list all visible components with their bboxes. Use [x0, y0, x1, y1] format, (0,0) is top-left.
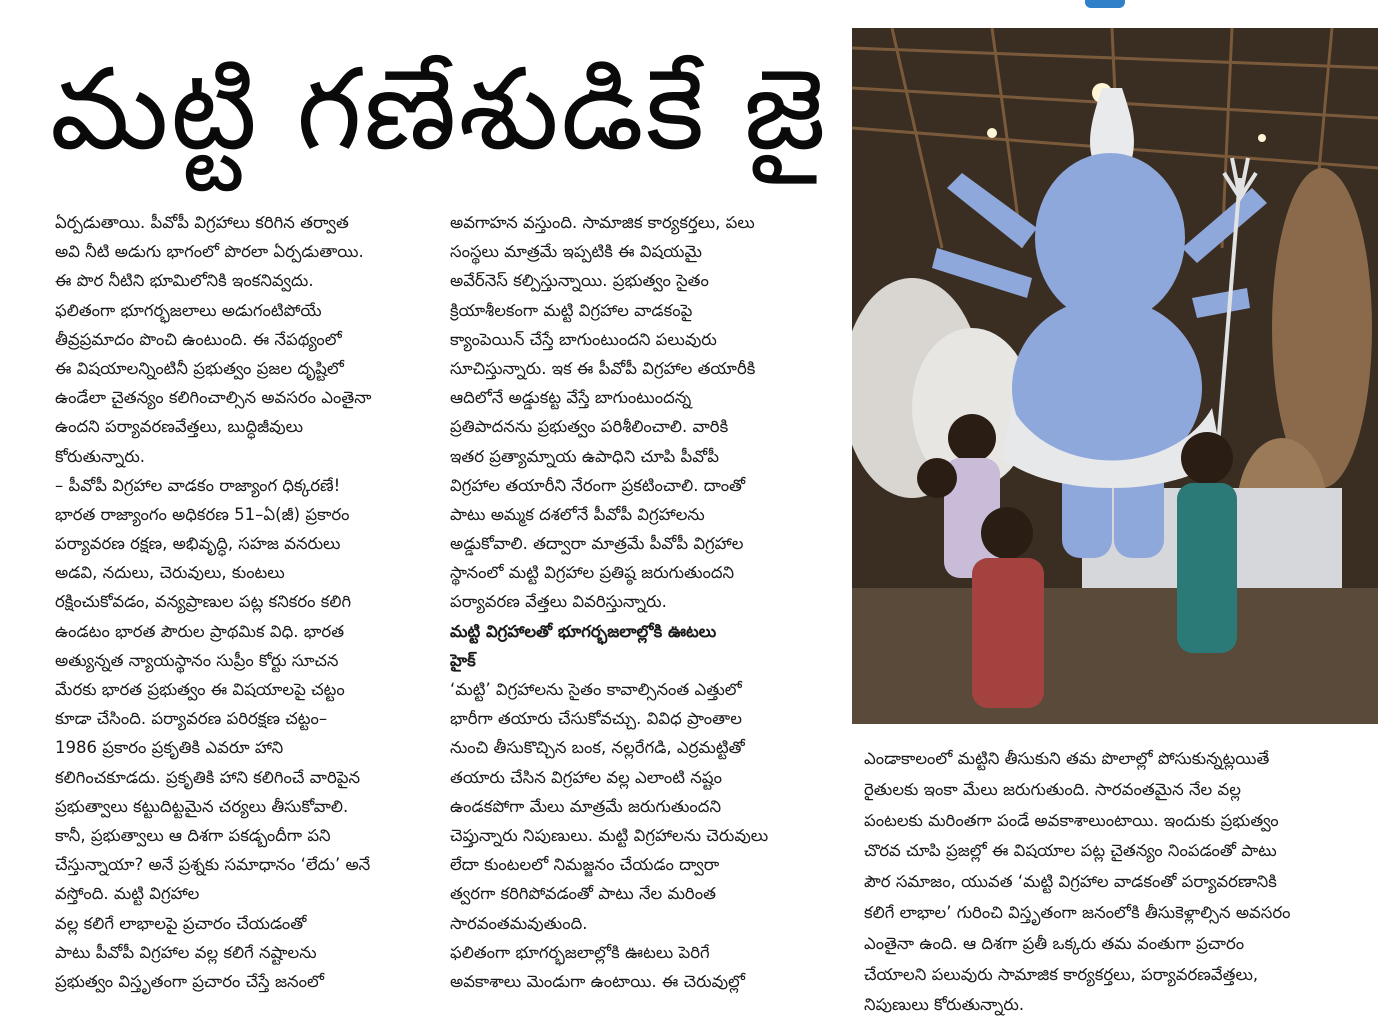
paragraph-line: లేదా కుంటలలో నిమజ్జనం చేయడం ద్వారా: [450, 855, 720, 875]
paragraph-line: ప్రభుత్వం విస్తృతంగా ప్రచారం చేస్తే జనంలో: [55, 971, 324, 991]
paragraph-line: సారవంతమవుతుంది.: [450, 913, 588, 933]
paragraph-line: భారీగా తయారు చేసుకోవచ్చు. వివిధ ప్రాంతాల: [450, 709, 742, 729]
paragraph-line: ఇతర ప్రత్యామ్నాయ ఉపాధిని చూపి పీవోపీ: [450, 446, 719, 466]
paragraph-line: రైతులకు ఇంకా మేలు జరుగుతుంది. సారవంతమైన నేల వల్ల: [864, 779, 1241, 799]
paragraph-line: కలిగే లాభాల’ గురించి విస్తృతంగా జనంలోకి తీసుకెళ్లాల్సిన అవసరం: [864, 902, 1291, 922]
paragraph-line: ఫలితంగా భూగర్భజలాలు అడుగంటిపోయే: [55, 300, 322, 320]
paragraph-line: ఉండకపోగా మేలు మాత్రమే జరుగుతుందని: [450, 796, 722, 816]
paragraph-line: కలిగించకూడదు. ప్రకృతికి హాని కలిగించే వారిపైన: [55, 767, 361, 787]
paragraph-line: ఫలితంగా భూగర్భజలాల్లోకి ఊటలు పెరిగే: [450, 942, 710, 962]
paragraph-line: కూడా చేసింది. పర్యావరణ పరిరక్షణ చట్టం–: [55, 709, 328, 729]
paragraph-line: చెప్తున్నారు నిపుణులు. మట్టి విగ్రహాలను చెరువులు: [450, 825, 769, 845]
paragraph-line: పౌర సమాజం, యువత ‘మట్టి విగ్రహాల వాడకంతో పర్యావరణానికి: [864, 872, 1277, 892]
paragraph-line: అవకాశాలు మెండుగా ఉంటాయి. ఈ చెరువుల్లో: [450, 971, 746, 991]
paragraph-line: పర్యావరణ వేత్తలు వివరిస్తున్నారు.: [450, 592, 667, 612]
paragraph-line: భారత రాజ్యాంగం అధికరణ 51–ఏ(జీ) ప్రకారం: [55, 504, 350, 524]
paragraph-line: 1986 ప్రకారం ప్రకృతికి ఎవరూ హాని: [55, 738, 284, 758]
paragraph-line: పాటు పీవోపీ విగ్రహాల వల్ల కలిగే నష్టాలను: [55, 942, 317, 962]
paragraph-line: ఏర్పడుతాయి. పీవోపీ విగ్రహాలు కరిగిన తర్వాత: [55, 213, 349, 232]
paragraph-line: వల్ల కలిగే లాభాలపై ప్రచారం చేయడంతో: [55, 913, 307, 933]
paragraph-line: విగ్రహాల తయారీని నేరంగా ప్రకటించాలి. దాంతో: [450, 475, 746, 495]
paragraph-line: స్థానంలో మట్టి విగ్రహాల ప్రతిష్ఠ జరుగుతుందని: [450, 563, 735, 583]
paragraph-line: పర్యావరణ రక్షణ, అభివృద్ధి, సహజ వనరులు: [55, 534, 341, 554]
paragraph-line: రక్షించుకోవడం, వన్యప్రాణుల పట్ల కనికరం కలిగి: [55, 592, 352, 612]
paragraph-line: అడ్డుకోవాలి. తద్వారా మాత్రమే పీవోపీ విగ్రహాల: [450, 534, 744, 554]
paragraph-line: తీవ్రప్రమాదం పొంచి ఉంటుంది. ఈ నేపథ్యంలో: [55, 329, 342, 349]
paragraph-line: నుంచి తీసుకొచ్చిన బంక, నల్లరేగడి, ఎర్రమట్టితో: [450, 738, 745, 758]
ganesha-photo-illustration: [852, 28, 1378, 724]
paragraph-line: మేరకు భారత ప్రభుత్వం ఈ విషయాలపై చట్టం: [55, 680, 345, 699]
paragraph-line: ప్రభుత్వాలు కట్టుదిట్టమైన చర్యలు తీసుకోవాలి.: [55, 796, 349, 816]
paragraph-line: చేస్తున్నాయా? అనే ప్రశ్నకు సమాధానం ‘లేదు’ అనే: [55, 855, 371, 875]
paragraph-line: చేయాలని పలువురు సామాజిక కార్యకర్తలు, పర్యావరణవేత్తలు,: [864, 964, 1259, 984]
paragraph-line: క్రియాశీలకంగా మట్టి విగ్రహాల వాడకంపై: [450, 300, 693, 320]
paragraph-line: ఈ విషయాలన్నింటినీ ప్రభుత్వం ప్రజల దృష్టిలో: [55, 358, 344, 378]
paragraph-line: త్వరగా కరిగిపోవడంతో పాటు నేల మరింత: [450, 884, 716, 904]
paragraph-line: తయారు చేసిన విగ్రహాల వల్ల ఎలాంటి నష్టం: [450, 767, 722, 787]
article-column-2: [450, 208, 822, 996]
subheading: హైక్: [450, 650, 476, 670]
paragraph-line: అత్యున్నత న్యాయస్థానం సుప్రీం కోర్టు సూచన: [55, 650, 339, 670]
paragraph-line: ‘మట్టి’ విగ్రహాలను సైతం కావాల్సినంత ఎత్తులో: [450, 680, 742, 699]
ganesha-photo: [852, 28, 1378, 724]
subheading: మట్టి విగ్రహాలతో భూగర్భజలాల్లోకి ఊటలు: [450, 621, 717, 641]
paragraph-line: అవగాహన వస్తుంది. సామాజిక కార్యకర్తలు, పలు: [450, 213, 755, 232]
paragraph-line: ఆదిలోనే అడ్డుకట్ట వేస్తే బాగుంటుందన్న: [450, 388, 692, 408]
headline: మట్టి గణేశుడికే జై: [50, 45, 828, 175]
paragraph-line: ఎంతైనా ఉంది. ఆ దిశగా ప్రతీ ఒక్కరు తమ వంతుగా ప్రచారం: [864, 933, 1245, 953]
paragraph-line: కానీ, ప్రభుత్వాలు ఆ దిశగా పకడ్బందీగా పని: [55, 825, 331, 845]
article-column-3: [864, 744, 1374, 1021]
paragraph-line: ఉండటం భారత పౌరుల ప్రాథమిక విధి. భారత: [55, 621, 345, 641]
paragraph-line: సంస్థలు మాత్రమే ఇప్పటికి ఈ విషయమై: [450, 242, 702, 262]
paragraph-line: కోరుతున్నారు.: [55, 446, 146, 466]
paragraph-line: అవి నీటి అడుగు భాగంలో పొరలా ఏర్పడుతాయి.: [55, 242, 364, 262]
article-column-1: [55, 208, 430, 996]
paragraph-line: నిపుణులు కోరుతున్నారు.: [864, 995, 1025, 1015]
paragraph-line: ఎండాకాలంలో మట్టిని తీసుకుని తమ పొలాల్లో పోసుకున్నట్లయితే: [864, 749, 1270, 768]
paragraph-line: పాటు అమ్మక దశలోనే పీవోపీ విగ్రహాలను: [450, 504, 705, 524]
paragraph-line: ప్రతిపాదనను ప్రభుత్వం పరిశీలించాలి. వారికి: [450, 417, 729, 437]
paragraph-line: అడవి, నదులు, చెరువులు, కుంటలు: [55, 563, 285, 583]
paragraph-line: అవేర్‌నెస్ కల్పిస్తున్నాయి. ప్రభుత్వం సైతం: [450, 271, 709, 291]
paragraph-line: చొరవ చూపి ప్రజల్లో ఈ విషయాల పట్ల చైతన్యం నింపడంతో పాటు: [864, 841, 1277, 861]
paragraph-line: సూచిస్తున్నారు. ఇక ఈ పీవోపీ విగ్రహాల తయారీకి: [450, 358, 756, 378]
paragraph-line: వస్తోంది. మట్టి విగ్రహాల: [55, 884, 200, 904]
paragraph-line: ఈ పొర నీటిని భూమిలోనికి ఇంకనివ్వదు.: [55, 271, 314, 291]
paragraph-line: క్యాంపెయిన్ చేస్తే బాగుంటుందని పలువురు: [450, 329, 717, 349]
paragraph-line: ఉండేలా చైతన్యం కలిగించాల్సిన అవసరం ఎంతైనా: [55, 388, 372, 408]
paragraph-line: ఉందని పర్యావరణవేత్తలు, బుద్ధిజీవులు: [55, 417, 304, 437]
paragraph-line: పంటలకు మరింతగా పండే అవకాశాలుంటాయి. ఇందుకు ప్రభుత్వం: [864, 810, 1279, 830]
masthead-mark: [1085, 0, 1125, 8]
paragraph-line: – పీవోపీ విగ్రహాల వాడకం రాజ్యాంగ ధిక్కరణే!: [55, 475, 341, 495]
